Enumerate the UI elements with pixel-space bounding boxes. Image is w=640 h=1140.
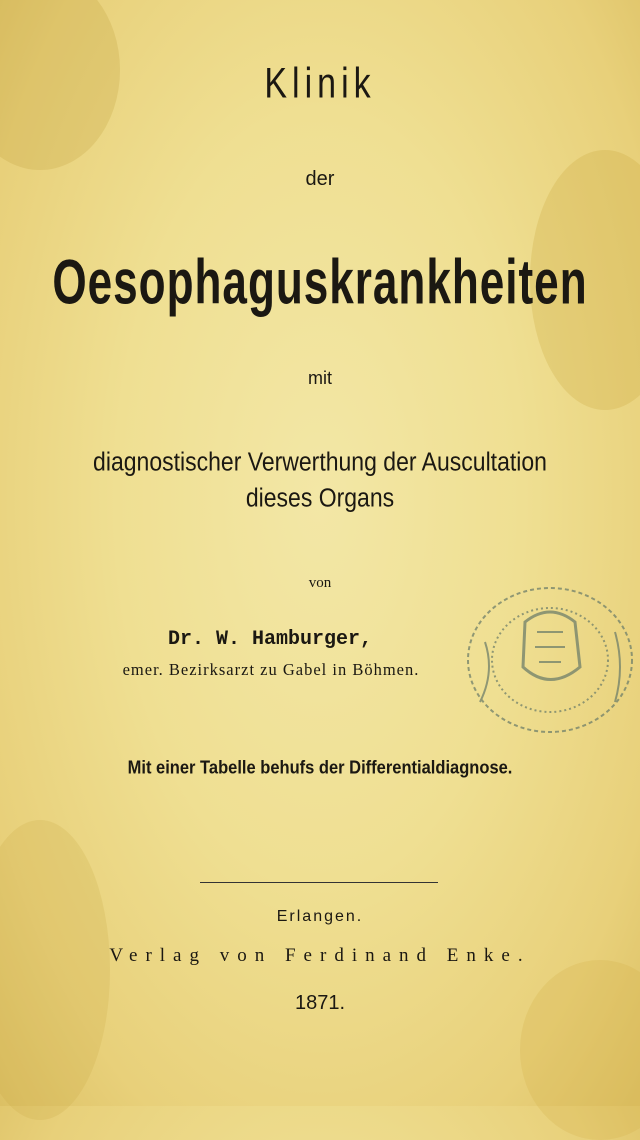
- title-klinik: Klinik: [264, 60, 376, 108]
- paper-stain: [520, 960, 640, 1140]
- divider-rule: [200, 882, 438, 883]
- table-note: Mit einer Tabelle behufs der Differentialdiagnose.: [127, 758, 513, 778]
- connector-mit: mit: [308, 368, 332, 388]
- author-name: Dr. W. Hamburger,: [167, 628, 373, 651]
- main-title: Oesophaguskrankheiten: [52, 246, 588, 318]
- author-position: emer. Bezirksarzt zu Gabel in Böhmen.: [122, 660, 420, 679]
- title-der: der: [305, 168, 335, 190]
- publication-year: 1871.: [294, 992, 346, 1014]
- library-stamp-icon: [455, 572, 640, 747]
- paper-stain: [0, 820, 110, 1120]
- subtitle-line-1: diagnostischer Verwerthung der Auscultation: [93, 447, 547, 477]
- subtitle-line-2: dieses Organs: [245, 483, 395, 513]
- publication-place: Erlangen.: [276, 908, 364, 925]
- publisher: Verlag von Ferdinand Enke.: [109, 945, 531, 966]
- by-line: von: [308, 575, 332, 591]
